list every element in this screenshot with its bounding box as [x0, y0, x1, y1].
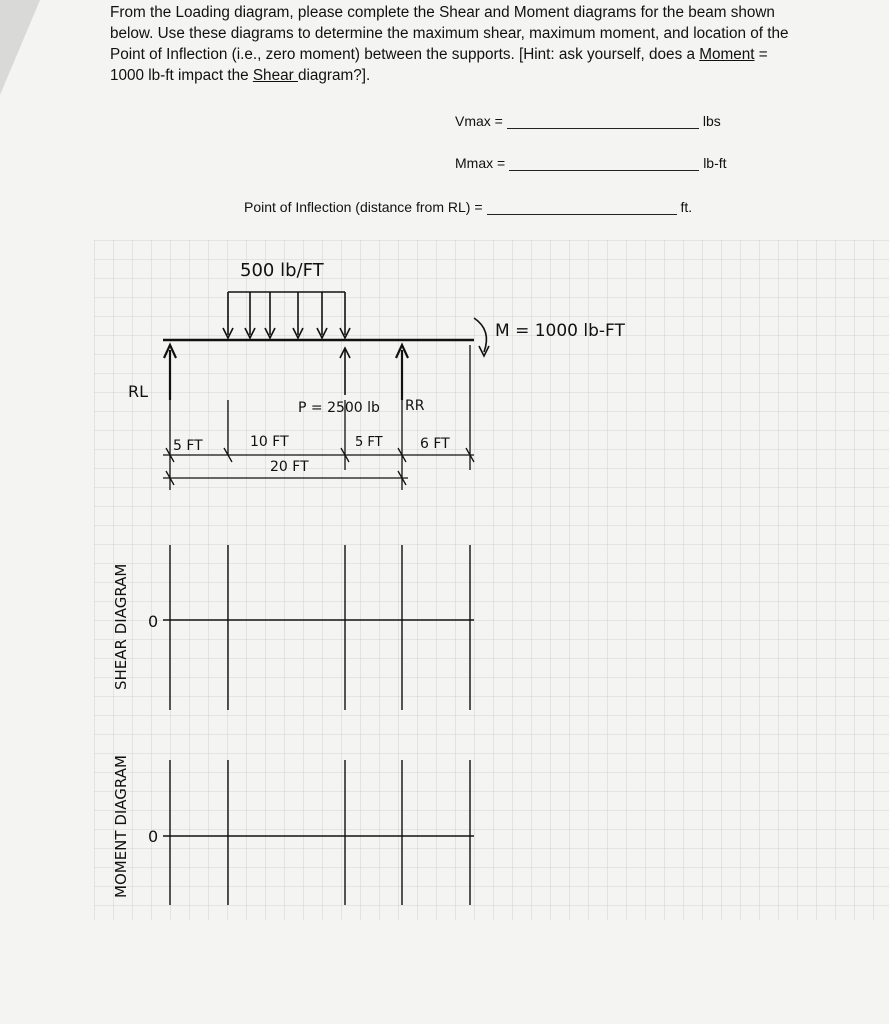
shear-word: Shear — [252, 67, 298, 84]
vmax-label: Vmax = — [455, 113, 503, 129]
instructions-text-2: = 1000 lb-ft impact the — [110, 46, 768, 84]
distributed-load-label: 500 lb/FT — [240, 260, 324, 281]
shear-diagram-title: SHEAR DIAGRAM — [112, 563, 130, 690]
point-load-label: P = 2500 lb — [298, 400, 380, 416]
moment-word: Moment — [699, 46, 755, 63]
poi-unit: ft. — [680, 199, 693, 215]
dim-6ft: 6 FT — [420, 436, 450, 452]
dim-20ft: 20 FT — [270, 459, 309, 475]
instructions-text-3: diagram?]. — [297, 67, 371, 84]
moment-diagram-title: MOMENT DIAGRAM — [112, 755, 130, 898]
dim-10ft: 10 FT — [250, 434, 289, 450]
graph-grid — [94, 240, 889, 920]
dim-5ft-right: 5 FT — [355, 435, 383, 450]
mmax-unit: lb-ft — [703, 155, 727, 171]
dim-5ft-left: 5 FT — [173, 438, 203, 454]
shear-zero-label: 0 — [148, 612, 159, 631]
instructions-text-1: From the Loading diagram, please complete the Shear and Moment diagrams for the beam shown below. Use these diagrams to determine the maximum shear, maximum moment, and location of the Point of Inflection (i.e., zero moment) between the supports. [Hint: ask yourself, does a — [110, 4, 789, 63]
moment-zero-label: 0 — [148, 827, 159, 846]
poi-label: Point of Inflection (distance from RL) = — [244, 199, 483, 215]
right-reaction-label: RR — [405, 398, 425, 414]
mmax-label: Mmax = — [455, 155, 506, 171]
vmax-unit: lbs — [702, 113, 721, 129]
left-reaction-label: RL — [128, 382, 149, 401]
applied-moment-label: M = 1000 lb-FT — [495, 321, 625, 341]
